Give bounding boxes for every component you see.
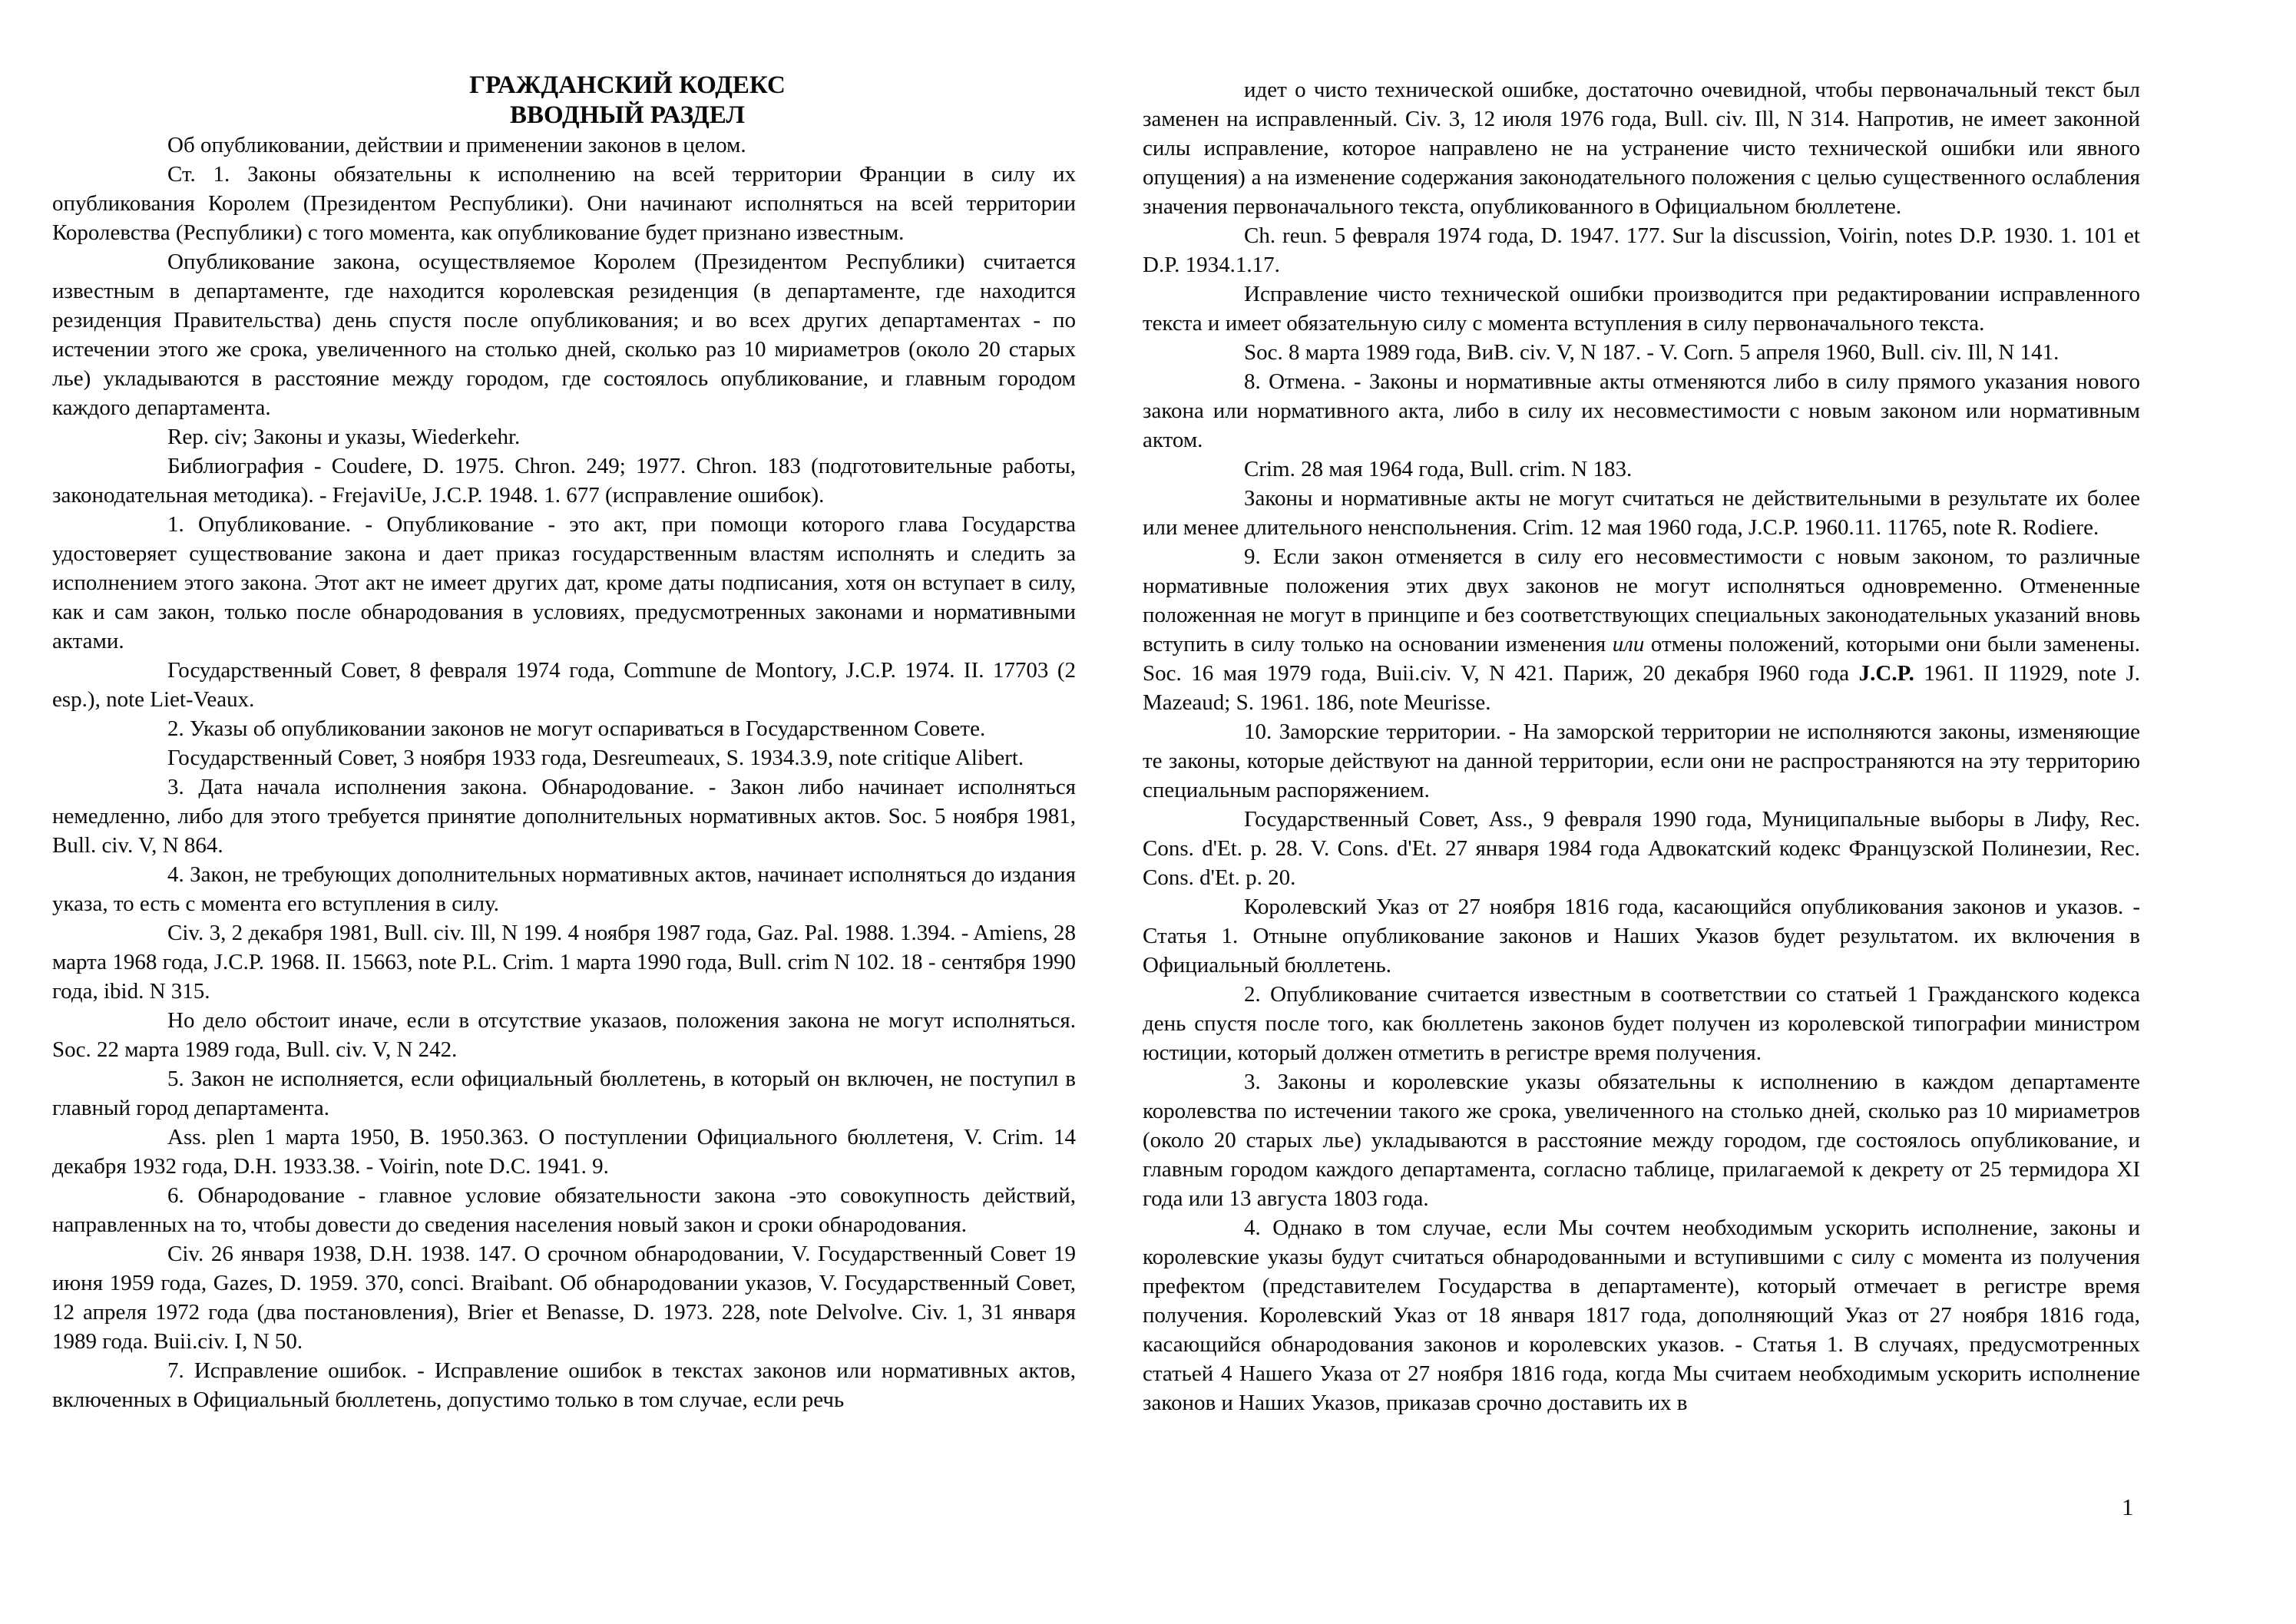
paragraph <box>1143 367 2140 455</box>
document-subtitle: ВВОДНЫЙ РАЗДЕЛ <box>510 101 745 129</box>
text-segment: Законы и нормативные акты не могут считаться не действительными в результате их более или менее длительного ненспольнения. Crim. 12 мая 1960 года, J.C.P. 1960.11. 11765, note R. Rodiere. <box>1143 486 2140 540</box>
text-segment: Библиография - Coudere, D. 1975. Chron. 249; 1977. Chron. 183 (подготовительные работы, законодательная методика). - FrejaviUe, J.C.P. 1948. 1. 677 (исправление ошибок). <box>52 454 1076 508</box>
text-segment: или <box>1612 632 1645 657</box>
text-segment: Государственный Совет, Ass., 9 февраля 1990 года, Муниципальные выборы в Лифу, Rec. Cons. d'Et. p. 28. V. Cons. d'Et. 27 января 1984 года Адвокатский кодекс Французской Полинезии, Rec. Cons. d'Et. p. 20. <box>1143 807 2140 890</box>
paragraph <box>1143 1213 2140 1417</box>
left-column <box>52 71 1076 1414</box>
paragraph <box>1143 717 2140 805</box>
paragraph <box>52 451 1076 510</box>
text-segment: Опубликование закона, осуществляемое Королем (Президентом Республики) считается известным в департаменте, где находится королевская резиденция (в департаменте, где находится резиденция Правительства) день спустя после опубликования; и во всех других департаментах - по истечении этого же срока, увеличенного на столько дней, сколько раз 10 мириаметров (около 20 старых лье) укладываются в расстояние между городом, где состоялось опубликование, и главным городом каждого департамента. <box>52 250 1076 420</box>
text-segment: Государственный Совет, 3 ноября 1933 года, Desreumeaux, S. 1934.3.9, note critique Alibert. <box>167 746 1024 770</box>
text-segment: 2. Указы об опубликовании законов не могут оспариваться в Государственном Совете. <box>167 716 986 741</box>
text-segment: 4. Закон, не требующих дополнительных нормативных актов, начинает исполняться до издания указа, то есть с момента его вступления в силу. <box>52 862 1076 916</box>
paragraph <box>52 714 1076 743</box>
page-number: 1 <box>2122 1493 2134 1520</box>
text-segment: Crim. 28 мая 1964 года, Bull. crim. N 183. <box>1244 457 1633 481</box>
text-segment: Soc. 8 марта 1989 года, ВиВ. civ. V, N 187. - V. Corn. 5 апреля 1960, Bull. civ. Ill, N 141. <box>1244 340 2059 365</box>
paragraph <box>1143 221 2140 279</box>
text-segment: Ch. reun. 5 февраля 1974 года, D. 1947. 177. Sur la discussion, Voirin, notes D.P. 1930. 1. 101 et D.P. 1934.1.17. <box>1143 223 2140 277</box>
paragraph <box>1143 338 2140 367</box>
text-segment: Об опубликовании, действии и применении законов в целом. <box>167 133 746 157</box>
document-title: ГРАЖДАНСКИЙ КОДЕКС <box>469 71 786 99</box>
text-segment: 8. Отмена. - Законы и нормативные акты отменяются либо в силу прямого указания нового закона или нормативного акта, либо в силу их несовместимости с новым законом или нормативным актом. <box>1143 369 2140 452</box>
text-segment: 2. Опубликование считается известным в соответствии со статьей 1 Гражданского кодекса день спустя после того, как бюллетень законов будет получен из королевской типографии министром юстиции, который должен отметить в регистре время получения. <box>1143 982 2140 1065</box>
paragraph <box>52 772 1076 860</box>
paragraph <box>52 743 1076 772</box>
paragraph <box>52 160 1076 247</box>
paragraph <box>1143 455 2140 484</box>
text-segment: 7. Исправление ошибок. - Исправление ошибок в текстах законов или нормативных актов, включенных в Официальный бюллетень, допустимо только в том случае, если речь <box>52 1358 1076 1412</box>
paragraph <box>52 1181 1076 1239</box>
paragraph <box>1143 542 2140 717</box>
paragraph <box>52 1123 1076 1181</box>
text-segment: 1961. II 11929, note J. Mazeaud; S. 1961. 186, note Meurisse. <box>1143 661 2141 715</box>
text-segment: 5. Закон не исполняется, если официальный бюллетень, в который он включен, не поступил в главный город департамента. <box>52 1067 1076 1120</box>
right-column-text <box>1143 75 2140 1417</box>
text-segment: 1. Опубликование. - Опубликование - это акт, при помощи которого глава Государства удостоверяет существование закона и дает приказ государственным властям исполнять и следить за исполнением этого закона. Этот акт не имеет других дат, кроме даты подписания, хотя он вступает в силу, как и сам закон, только после обнародования в условиях, предусмотренных законами и нормативными актами. <box>52 512 1076 653</box>
paragraph <box>52 918 1076 1006</box>
text-segment: J.C.P. <box>1858 661 1914 686</box>
text-segment: 4. Однако в том случае, если Мы сочтем необходимым ускорить исполнение, законы и королевские указы будут считаться обнародованными и вступившими с силу с момента из получения префектом (представителем Государства в департаменте), который отмечает в регистре время получения. Королевский Указ от 18 января 1817 года, дополняющий Указ от 27 ноября 1816 года, касающийся обнародования законов и королевских указов. - Статья 1. В случаях, предусмотренных статьей 4 Нашего Указа от 27 ноября 1816 года, когда Мы считаем необходимым ускорить исполнение законов и Наших Указов, приказав срочно доставить их в <box>1143 1216 2140 1415</box>
paragraph <box>52 1064 1076 1123</box>
paragraph <box>1143 805 2140 892</box>
paragraph <box>52 1356 1076 1414</box>
text-segment: 3. Законы и королевские указы обязательны к исполнению в каждом департаменте королевства по истечении такого же срока, увеличенного на столько дней, сколько раз 10 мириаметров (около 20 старых лье) укладываются в расстояние между городом, где состоялось опубликование, и главным городом каждого департамента, согласно таблице, прилагаемой к декрету от 25 термидора XI года или 13 августа 1803 года. <box>1143 1070 2140 1211</box>
paragraph <box>52 510 1076 656</box>
text-segment: Civ. 26 января 1938, D.H. 1938. 147. О срочном обнародовании, V. Государственный Совет 19 июня 1959 года, Gazes, D. 1959. 370, conci. Braibant. Об обнародовании указов, V. Государственный Совет, 12 апреля 1972 года (два постановления), Brier et Benasse, D. 1973. 228, note Delvolve. Civ. 1, 31 января 1989 года. Buii.civ. I, N 50. <box>52 1242 1076 1354</box>
text-segment: 3. Дата начала исполнения закона. Обнародование. - Закон либо начинает исполняться немедленно, либо для этого требуется принятие дополнительных нормативных актов. Soc. 5 ноября 1981, Bull. civ. V, N 864. <box>52 775 1076 858</box>
text-segment: Ass. plen 1 марта 1950, B. 1950.363. О поступлении Официального бюллетеня, V. Crim. 14 декабря 1932 года, D.H. 1933.38. - Voirin, note D.C. 1941. 9. <box>52 1125 1076 1179</box>
paragraph <box>1143 484 2140 542</box>
text-segment: 6. Обнародование - главное условие обязательности закона -это совокупность действий, направленных на то, чтобы довести до сведения населения новый закон и сроки обнародования. <box>52 1183 1076 1237</box>
text-segment: Государственный Совет, 8 февраля 1974 года, Commune de Montory, J.C.P. 1974. II. 17703 (2 esp.), note Liet-Veaux. <box>52 658 1076 712</box>
paragraph <box>52 1006 1076 1064</box>
right-column <box>1143 75 2140 1417</box>
text-segment: 10. Заморские территории. - На заморской территории не исполняются законы, изменяющие те законы, которые действуют на данной территории, если они не распространяются на эту территорию специальным распоряжением. <box>1143 719 2140 802</box>
paragraph <box>52 860 1076 918</box>
document-title-block <box>52 71 1076 131</box>
text-segment: идет о чисто технической ошибке, достаточно очевидной, чтобы первоначальный текст был заменен на исправленный. Civ. 3, 12 июля 1976 года, Bull. civ. Ill, N 314. Напротив, не имеет законной силы исправление, которое направлено не на устранение чисто технической ошибки или явного опущения) а на изменение содержания законодательного положения с целью существенного ослабления значения первоначального текста, опубликованного в Официальном бюллетене. <box>1143 78 2140 219</box>
paragraph <box>52 131 1076 160</box>
text-segment: 9. Если закон отменяется в силу его несовместимости с новым законом, то различные нормативные положения этих двух законов не могут исполняться одновременно. Отмененные положенная не могут в принципе и без соответствующих специальных законодательных указаний вновь вступить в силу только на основании изменения <box>1143 544 2140 657</box>
left-column-text <box>52 131 1076 1414</box>
paragraph <box>52 656 1076 714</box>
paragraph <box>1143 1067 2140 1213</box>
text-segment: отмены положений, которыми они были заменены. Soc. 16 мая 1979 года, Buii.civ. V, N 421. Париж, 20 декабря I960 года <box>1143 632 2140 686</box>
paragraph <box>52 247 1076 422</box>
text-segment: Исправление чисто технической ошибки производится при редактировании исправленного текста и имеет обязательную силу с момента вступления в силу первоначального текста. <box>1143 282 2140 336</box>
paragraph <box>1143 892 2140 980</box>
paragraph <box>52 422 1076 451</box>
paragraph <box>52 1239 1076 1356</box>
paragraph <box>1143 980 2140 1067</box>
text-segment: Ст. 1. Законы обязательны к исполнению на всей территории Франции в силу их опубликования Королем (Президентом Республики). Они начинают исполняться на всей территории Королевства (Республики) с того момента, как опубликование будет признано известным. <box>52 162 1076 245</box>
text-segment: Королевский Указ от 27 ноября 1816 года, касающийся опубликования законов и указов. - Статья 1. Отныне опубликование законов и Наших Указов будет результатом. их включения в Официальный бюллетень. <box>1143 895 2140 977</box>
text-segment: Но дело обстоит иначе, если в отсутствие указаов, положения закона не могут исполняться. Soc. 22 марта 1989 года, Bull. civ. V, N 242. <box>52 1008 1076 1062</box>
paragraph <box>1143 279 2140 338</box>
text-segment: Rep. civ; Законы и указы, Wiederkehr. <box>167 425 521 449</box>
text-segment: Civ. 3, 2 декабря 1981, Bull. civ. Ill, N 199. 4 ноября 1987 года, Gaz. Pal. 1988. 1.394. - Amiens, 28 марта 1968 года, J.C.P. 1968. II. 15663, note P.L. Crim. 1 марта 1990 года, Bull. crim N 102. 18 - сентября 1990 года, ibid. N 315. <box>52 921 1076 1004</box>
paragraph <box>1143 75 2140 221</box>
